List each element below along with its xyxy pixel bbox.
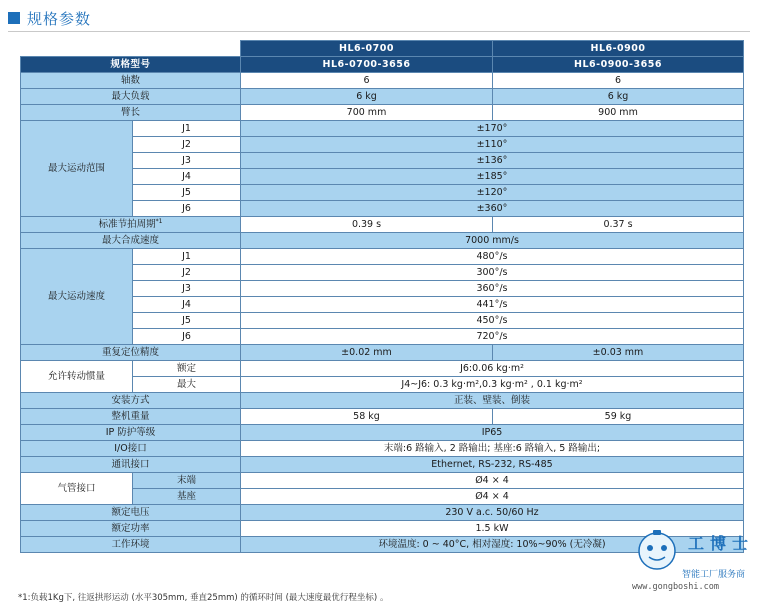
environment-label: 工作环境 — [21, 537, 241, 553]
watermark-url: www.gongboshi.com — [632, 582, 719, 592]
motion-range-value: ±120° — [241, 185, 744, 201]
inertia-label: 允许转动惯量 — [21, 361, 133, 393]
inertia-max-label: 最大 — [133, 377, 241, 393]
repeatability-value-b: ±0.03 mm — [493, 345, 744, 361]
mascot-icon — [636, 529, 678, 573]
footnote-marker: *1 — [155, 217, 163, 225]
voltage-label: 额定电压 — [21, 505, 241, 521]
inertia-rated-value: J6:0.06 kg·m² — [241, 361, 744, 377]
joint-label: J4 — [133, 169, 241, 185]
air-label: 气管接口 — [21, 473, 133, 505]
motion-range-value: ±136° — [241, 153, 744, 169]
reach-value-b: 900 mm — [493, 105, 744, 121]
model-b-name: HL6-0900 — [493, 41, 744, 57]
comm-label: 通讯接口 — [21, 457, 241, 473]
model-a-name: HL6-0700 — [241, 41, 493, 57]
model-b-variant: HL6-0900-3656 — [493, 57, 744, 73]
header-label: 规格型号 — [21, 57, 241, 73]
watermark-title: 工博士 — [688, 534, 755, 553]
io-label: I/O接口 — [21, 441, 241, 457]
joint-label: J1 — [133, 249, 241, 265]
joint-label: J5 — [133, 185, 241, 201]
header-blank-cell — [21, 41, 241, 57]
joint-label: J2 — [133, 265, 241, 281]
mounting-label: 安装方式 — [21, 393, 241, 409]
joint-label: J3 — [133, 153, 241, 169]
joint-label: J6 — [133, 329, 241, 345]
ip-value: IP65 — [241, 425, 744, 441]
row-weight — [21, 409, 744, 425]
motion-speed-value: 360°/s — [241, 281, 744, 297]
inertia-rated-label: 额定 — [133, 361, 241, 377]
joint-label: J6 — [133, 201, 241, 217]
row-payload — [21, 89, 744, 105]
row-reach — [21, 105, 744, 121]
title-divider — [8, 31, 750, 32]
max-speed-value: 7000 mm/s — [241, 233, 744, 249]
cycle-time-value-b: 0.37 s — [493, 217, 744, 233]
air-base-label: 基座 — [133, 489, 241, 505]
row-motion-speed-j1 — [21, 249, 744, 265]
axes-label: 轴数 — [21, 73, 241, 89]
row-comm — [21, 457, 744, 473]
air-end-label: 末端 — [133, 473, 241, 489]
payload-value-b: 6 kg — [493, 89, 744, 105]
row-air-end — [21, 473, 744, 489]
comm-value: Ethernet, RS-232, RS-485 — [241, 457, 744, 473]
row-voltage — [21, 505, 744, 521]
spec-table — [20, 40, 744, 553]
model-a-variant: HL6-0700-3656 — [241, 57, 493, 73]
section-title-bar — [8, 6, 91, 30]
weight-label: 整机重量 — [21, 409, 241, 425]
motion-range-value: ±185° — [241, 169, 744, 185]
watermark-logo — [632, 525, 762, 595]
max-speed-label: 最大合成速度 — [21, 233, 241, 249]
motion-speed-value: 450°/s — [241, 313, 744, 329]
power-value: 1.5 kW — [241, 521, 744, 537]
reach-value-a: 700 mm — [241, 105, 493, 121]
ip-label: IP 防护等级 — [21, 425, 241, 441]
row-axes — [21, 73, 744, 89]
motion-speed-value: 300°/s — [241, 265, 744, 281]
motion-speed-value: 720°/s — [241, 329, 744, 345]
row-motion-range-j1 — [21, 121, 744, 137]
motion-speed-label: 最大运动速度 — [21, 249, 133, 345]
row-cycle-time — [21, 217, 744, 233]
weight-value-b: 59 kg — [493, 409, 744, 425]
row-ip — [21, 425, 744, 441]
cycle-time-value-a: 0.39 s — [241, 217, 493, 233]
row-io — [21, 441, 744, 457]
header-row-2 — [21, 57, 744, 73]
payload-value-a: 6 kg — [241, 89, 493, 105]
voltage-value: 230 V a.c. 50/60 Hz — [241, 505, 744, 521]
inertia-max-value: J4~J6: 0.3 kg·m²,0.3 kg·m² , 0.1 kg·m² — [241, 377, 744, 393]
footnote: *1:负载1Kg下, 往返拱形运动 (水平305mm, 垂直25mm) 的循环时间 (最大速度最优行程坐标) 。 — [18, 593, 389, 603]
motion-speed-value: 441°/s — [241, 297, 744, 313]
cycle-time-label: 标准节拍周期$^{*1}$ — [21, 217, 241, 233]
row-inertia-rated — [21, 361, 744, 377]
joint-label: J1 — [133, 121, 241, 137]
motion-range-label: 最大运动范围 — [21, 121, 133, 217]
axes-value-a: 6 — [241, 73, 493, 89]
section-title: 规格参数 — [27, 9, 92, 28]
title-marker-icon — [8, 12, 20, 24]
joint-label: J5 — [133, 313, 241, 329]
reach-label: 臂长 — [21, 105, 241, 121]
watermark-slogan: 智能工厂服务商 — [682, 570, 746, 580]
joint-label: J3 — [133, 281, 241, 297]
mounting-value: 正装、壁装、倒装 — [241, 393, 744, 409]
row-max-speed — [21, 233, 744, 249]
axes-value-b: 6 — [493, 73, 744, 89]
motion-range-value: ±360° — [241, 201, 744, 217]
joint-label: J4 — [133, 297, 241, 313]
joint-label: J2 — [133, 137, 241, 153]
repeatability-value-a: ±0.02 mm — [241, 345, 493, 361]
air-end-value: Ø4 × 4 — [241, 473, 744, 489]
io-value: 末端:6 路输入, 2 路输出; 基座:6 路输入, 5 路输出; — [241, 441, 744, 457]
air-base-value: Ø4 × 4 — [241, 489, 744, 505]
motion-range-value: ±170° — [241, 121, 744, 137]
motion-speed-value: 480°/s — [241, 249, 744, 265]
row-mounting — [21, 393, 744, 409]
repeatability-label: 重复定位精度 — [21, 345, 241, 361]
motion-range-value: ±110° — [241, 137, 744, 153]
payload-label: 最大负载 — [21, 89, 241, 105]
row-repeatability — [21, 345, 744, 361]
weight-value-a: 58 kg — [241, 409, 493, 425]
power-label: 额定功率 — [21, 521, 241, 537]
header-row-1 — [21, 41, 744, 57]
environment-value: 环境温度: 0 ~ 40°C, 相对湿度: 10%~90% (无冷凝) — [241, 537, 744, 553]
